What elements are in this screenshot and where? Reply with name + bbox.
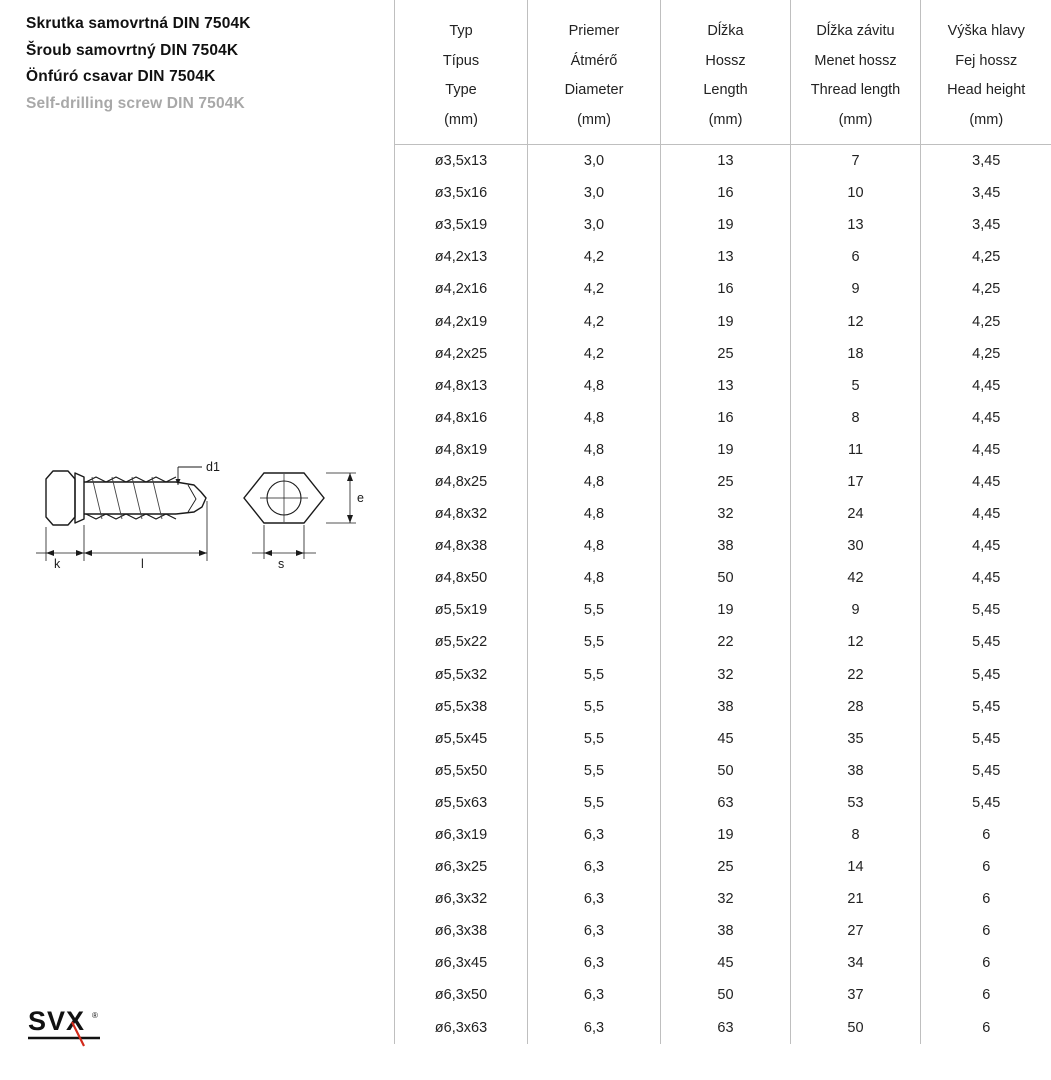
title-hu: Önfúró csavar DIN 7504K [26, 68, 216, 85]
dimension-label-s: s [278, 557, 285, 571]
table-row [395, 209, 1051, 241]
table-cell: ø4,8x25 [395, 466, 528, 498]
table-cell: 6 [921, 851, 1051, 883]
table-cell: 6,3 [528, 979, 661, 1011]
table-cell: 13 [791, 209, 921, 241]
table-cell: 17 [791, 466, 921, 498]
header-line: Típus [442, 52, 480, 69]
column-header-head-height [921, 0, 1051, 145]
dimension-label-l: l [141, 557, 144, 571]
table-row [395, 273, 1051, 305]
table-cell: 3,45 [921, 177, 1051, 209]
column-header-diameter [528, 0, 661, 145]
table-cell: 4,8 [528, 402, 661, 434]
table-cell: ø5,5x50 [395, 755, 528, 787]
table-cell: 19 [661, 434, 791, 466]
dimension-label-k: k [54, 557, 61, 571]
table-cell: 27 [791, 915, 921, 947]
table-row [395, 979, 1051, 1011]
table-cell: 21 [791, 883, 921, 915]
table-cell: 4,45 [921, 530, 1051, 562]
header-line: Dĺžka závitu [816, 23, 895, 39]
table-cell: ø6,3x32 [395, 883, 528, 915]
table-cell: 53 [791, 787, 921, 819]
table-cell: 6,3 [528, 851, 661, 883]
table-header-row [395, 0, 1051, 145]
table-cell: 6 [921, 1012, 1051, 1044]
table-cell: ø5,5x32 [395, 659, 528, 691]
table-cell: 6,3 [528, 883, 661, 915]
table-cell: 45 [661, 723, 791, 755]
table-cell: 4,25 [921, 305, 1051, 337]
table-cell: 6 [921, 947, 1051, 979]
table-cell: 19 [661, 209, 791, 241]
table-cell: 50 [661, 562, 791, 594]
table-cell: 4,2 [528, 305, 661, 337]
table-cell: ø5,5x45 [395, 723, 528, 755]
title-en: Self-drilling screw DIN 7504K [26, 94, 245, 112]
table-row [395, 241, 1051, 273]
table-cell: 5,45 [921, 594, 1051, 626]
table-cell: 5,5 [528, 659, 661, 691]
table-cell: ø6,3x45 [395, 947, 528, 979]
table-cell: 25 [661, 338, 791, 370]
table-cell: 4,8 [528, 498, 661, 530]
table-cell: 6,3 [528, 1012, 661, 1044]
table-cell: ø3,5x13 [395, 145, 528, 178]
table-cell: ø6,3x38 [395, 915, 528, 947]
table-cell: 6,3 [528, 915, 661, 947]
table-cell: 4,45 [921, 402, 1051, 434]
header-line: (mm) [708, 111, 743, 128]
table-row [395, 626, 1051, 658]
table-cell: ø4,2x13 [395, 241, 528, 273]
header-line: Priemer [568, 23, 620, 39]
table-cell: 5,45 [921, 787, 1051, 819]
title-sk: Skrutka samovrtná DIN 7504K [26, 15, 251, 32]
table-cell: ø5,5x63 [395, 787, 528, 819]
table-cell: ø5,5x38 [395, 691, 528, 723]
table-cell: 5,45 [921, 659, 1051, 691]
dimension-label-d1: d1 [206, 460, 220, 474]
table-cell: 5,5 [528, 626, 661, 658]
table-cell: 4,45 [921, 370, 1051, 402]
header-line: (mm) [838, 111, 873, 128]
table-row [395, 723, 1051, 755]
logo-wordmark: SVX [28, 1006, 86, 1036]
table-cell: 19 [661, 819, 791, 851]
table-row [395, 691, 1051, 723]
table-row [395, 466, 1051, 498]
table-cell: 6 [921, 883, 1051, 915]
table-cell: 3,0 [528, 209, 661, 241]
table-cell: 7 [791, 145, 921, 178]
table-cell: ø6,3x63 [395, 1012, 528, 1044]
title-cs: Šroub samovrtný DIN 7504K [26, 41, 239, 59]
spec-table-container [394, 0, 1051, 1080]
table-row [395, 787, 1051, 819]
table-row [395, 562, 1051, 594]
table-cell: 5,45 [921, 691, 1051, 723]
table-cell: 4,45 [921, 498, 1051, 530]
dimension-label-e: e [357, 491, 364, 505]
table-cell: 4,8 [528, 434, 661, 466]
table-cell: 5,45 [921, 755, 1051, 787]
table-cell: 4,8 [528, 370, 661, 402]
table-cell: 16 [661, 177, 791, 209]
table-cell: 22 [791, 659, 921, 691]
table-cell: 35 [791, 723, 921, 755]
screw-drawing-svg [26, 455, 376, 605]
table-cell: 6 [921, 979, 1051, 1011]
table-cell: 25 [661, 851, 791, 883]
header-line: Menet hossz [814, 52, 897, 69]
table-cell: 12 [791, 626, 921, 658]
header-line: (mm) [577, 111, 611, 128]
header-line: Diameter [564, 82, 624, 98]
table-cell: ø5,5x19 [395, 594, 528, 626]
table-cell: 6 [921, 915, 1051, 947]
table-row [395, 851, 1051, 883]
header-line: (mm) [969, 111, 1004, 128]
table-cell: ø4,2x25 [395, 338, 528, 370]
table-cell: 30 [791, 530, 921, 562]
header-line: Length [703, 82, 748, 98]
table-row [395, 915, 1051, 947]
table-cell: 5,5 [528, 594, 661, 626]
table-row [395, 594, 1051, 626]
table-row [395, 338, 1051, 370]
table-cell: 28 [791, 691, 921, 723]
table-cell: 5,5 [528, 723, 661, 755]
table-cell: 50 [661, 755, 791, 787]
table-cell: 5 [791, 370, 921, 402]
table-cell: 3,45 [921, 145, 1051, 178]
table-row [395, 1012, 1051, 1044]
left-panel [0, 0, 394, 1080]
table-cell: ø5,5x22 [395, 626, 528, 658]
table-cell: 5,45 [921, 723, 1051, 755]
table-row [395, 883, 1051, 915]
table-cell: 8 [791, 819, 921, 851]
table-cell: ø4,2x16 [395, 273, 528, 305]
table-cell: ø6,3x25 [395, 851, 528, 883]
table-cell: 19 [661, 305, 791, 337]
table-row [395, 498, 1051, 530]
table-cell: ø6,3x19 [395, 819, 528, 851]
table-cell: 9 [791, 594, 921, 626]
table-cell: 13 [661, 241, 791, 273]
table-row [395, 755, 1051, 787]
table-cell: 4,8 [528, 530, 661, 562]
table-cell: ø3,5x19 [395, 209, 528, 241]
table-cell: 19 [661, 594, 791, 626]
table-cell: 63 [661, 1012, 791, 1044]
table-cell: ø4,8x32 [395, 498, 528, 530]
header-line: Hossz [705, 52, 746, 69]
table-cell: 5,45 [921, 626, 1051, 658]
table-row [395, 819, 1051, 851]
table-cell: 50 [791, 1012, 921, 1044]
table-cell: 38 [661, 530, 791, 562]
table-cell: ø6,3x50 [395, 979, 528, 1011]
table-row [395, 947, 1051, 979]
technical-drawing [26, 455, 376, 605]
table-cell: 4,2 [528, 338, 661, 370]
spec-table [394, 0, 1051, 1044]
table-cell: 4,2 [528, 273, 661, 305]
table-cell: ø4,8x38 [395, 530, 528, 562]
header-line: Type [445, 82, 477, 98]
table-row [395, 370, 1051, 402]
table-cell: 16 [661, 402, 791, 434]
table-cell: ø4,8x50 [395, 562, 528, 594]
table-cell: 6,3 [528, 947, 661, 979]
table-cell: 4,25 [921, 338, 1051, 370]
table-cell: 6 [921, 819, 1051, 851]
table-row [395, 402, 1051, 434]
table-cell: 32 [661, 659, 791, 691]
table-cell: 37 [791, 979, 921, 1011]
title-block [26, 16, 394, 111]
table-body [395, 145, 1051, 1044]
table-cell: 34 [791, 947, 921, 979]
table-cell: ø3,5x16 [395, 177, 528, 209]
table-cell: 3,45 [921, 209, 1051, 241]
table-cell: 38 [791, 755, 921, 787]
table-cell: 38 [661, 915, 791, 947]
header-line: (mm) [444, 111, 478, 128]
table-cell: 16 [661, 273, 791, 305]
table-cell: 4,45 [921, 466, 1051, 498]
table-cell: 4,45 [921, 434, 1051, 466]
table-cell: 4,25 [921, 241, 1051, 273]
column-header-thread-length [791, 0, 921, 145]
table-cell: 50 [661, 979, 791, 1011]
table-cell: ø4,2x19 [395, 305, 528, 337]
table-cell: ø4,8x13 [395, 370, 528, 402]
table-cell: 25 [661, 466, 791, 498]
table-cell: 14 [791, 851, 921, 883]
table-row [395, 145, 1051, 178]
table-cell: 38 [661, 691, 791, 723]
column-header-length [661, 0, 791, 145]
table-cell: 3,0 [528, 177, 661, 209]
header-line: Head height [947, 82, 1026, 98]
table-row [395, 305, 1051, 337]
table-cell: 32 [661, 883, 791, 915]
table-cell: 12 [791, 305, 921, 337]
table-row [395, 530, 1051, 562]
table-cell: 11 [791, 434, 921, 466]
column-header-type [395, 0, 528, 145]
table-cell: 8 [791, 402, 921, 434]
table-cell: ø4,8x16 [395, 402, 528, 434]
header-line: Fej hossz [955, 52, 1018, 69]
table-cell: 5,5 [528, 787, 661, 819]
table-cell: 4,8 [528, 562, 661, 594]
header-line: Typ [449, 23, 473, 39]
table-cell: 13 [661, 145, 791, 178]
table-cell: 42 [791, 562, 921, 594]
table-cell: 4,2 [528, 241, 661, 273]
table-cell: 22 [661, 626, 791, 658]
table-cell: 5,5 [528, 755, 661, 787]
table-cell: 6 [791, 241, 921, 273]
table-cell: 4,8 [528, 466, 661, 498]
table-cell: 45 [661, 947, 791, 979]
brand-logo [28, 1004, 148, 1050]
table-cell: 63 [661, 787, 791, 819]
table-cell: 5,5 [528, 691, 661, 723]
table-cell: ø4,8x19 [395, 434, 528, 466]
header-line: Dĺžka [707, 23, 744, 39]
table-cell: 10 [791, 177, 921, 209]
table-row [395, 434, 1051, 466]
logo-registered-mark: ® [92, 1011, 98, 1020]
table-cell: 4,45 [921, 562, 1051, 594]
table-cell: 6,3 [528, 819, 661, 851]
table-cell: 13 [661, 370, 791, 402]
header-line: Výška hlavy [947, 23, 1025, 39]
header-line: Átmérő [570, 52, 618, 69]
table-cell: 18 [791, 338, 921, 370]
table-cell: 3,0 [528, 145, 661, 178]
table-row [395, 177, 1051, 209]
svx-logo-svg [28, 1004, 148, 1050]
table-cell: 4,25 [921, 273, 1051, 305]
table-row [395, 659, 1051, 691]
table-cell: 24 [791, 498, 921, 530]
table-cell: 32 [661, 498, 791, 530]
header-line: Thread length [810, 82, 901, 98]
table-cell: 9 [791, 273, 921, 305]
